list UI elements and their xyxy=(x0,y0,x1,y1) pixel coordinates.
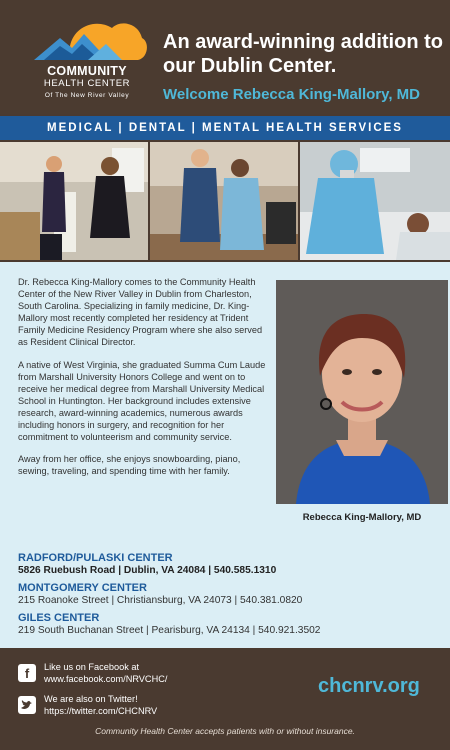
website-link[interactable]: chcnrv.org xyxy=(318,675,420,697)
logo-name-line3: Of The New River Valley xyxy=(44,92,130,99)
doctor-portrait xyxy=(276,280,448,504)
center-name: MONTGOMERY CENTER xyxy=(18,582,147,594)
bio-paragraph-2: A native of West Virginia, she graduated Summa Cum Laude from Marshall University Honors College and went on to receive her medical degree from Marshall University Medical School in Huntington. Her background includes extensive research, award-winning academics, numerous awards including honors in surgery, and recognition for her commitment to volunteerism and community service. xyxy=(18,359,266,443)
center-address: 219 South Buchanan Street | Pearisburg, VA 24134 | 540.921.3502 xyxy=(18,625,321,636)
facebook-line1: Like us on Facebook at xyxy=(44,662,139,672)
photo-doctors xyxy=(150,142,298,260)
center-address: 5826 Ruebush Road | Dublin, VA 24084 | 540.585.1310 xyxy=(18,565,277,576)
twitter-line1: We are also on Twitter! xyxy=(44,694,138,704)
center-radford-pulaski xyxy=(18,552,438,578)
community-health-center-logo xyxy=(26,12,150,104)
center-montgomery xyxy=(18,582,438,608)
header xyxy=(0,0,450,114)
insurance-disclaimer: Community Health Center accepts patients with or without insurance. xyxy=(95,726,355,736)
center-name: GILES CENTER xyxy=(18,612,100,624)
facebook-icon: f xyxy=(18,664,36,682)
facebook-url[interactable]: www.facebook.com/NRVCHC/ xyxy=(44,673,168,684)
content-panel xyxy=(0,262,450,648)
center-address: 215 Roanoke Street | Christiansburg, VA 24073 | 540.381.0820 xyxy=(18,595,303,606)
center-name: RADFORD/PULASKI CENTER xyxy=(18,552,173,564)
portrait-caption: Rebecca King-Mallory, MD xyxy=(302,512,422,523)
welcome-text: Welcome Rebecca King-Mallory, MD xyxy=(163,86,421,103)
logo-name-line2: HEALTH CENTER xyxy=(43,78,131,89)
twitter-icon xyxy=(18,696,36,714)
social-links xyxy=(18,662,298,726)
footer xyxy=(0,650,450,750)
center-list xyxy=(18,548,438,638)
facebook-link[interactable] xyxy=(18,662,298,692)
center-giles xyxy=(18,612,438,638)
bio-paragraph-3: Away from her office, she enjoys snowboarding, piano, sewing, traveling, and spending time with her family. xyxy=(18,454,241,477)
twitter-url[interactable]: https://twitter.com/CHCNRV xyxy=(44,705,158,716)
bio-paragraph-1: Dr. Rebecca King-Mallory comes to the Community Health Center of the New River Valley in Dublin from Charleston, South Carolina. Specializing in family medicine, Dr. King-Mallory most recently completed her residency at Trident Family Medicine Residency Program where she also served as Resident Clinical Director. xyxy=(18,277,263,348)
headline: An award-winning addition to our Dublin Center. xyxy=(163,31,443,77)
twitter-link[interactable] xyxy=(18,694,298,724)
photo-strip xyxy=(0,142,450,260)
photo-dental xyxy=(300,142,450,260)
services-bar: MEDICAL | DENTAL | MENTAL HEALTH SERVICES xyxy=(0,116,450,140)
logo-name-line1: COMMUNITY xyxy=(47,64,127,78)
photo-consultation xyxy=(0,142,148,260)
bio-text xyxy=(18,276,266,487)
